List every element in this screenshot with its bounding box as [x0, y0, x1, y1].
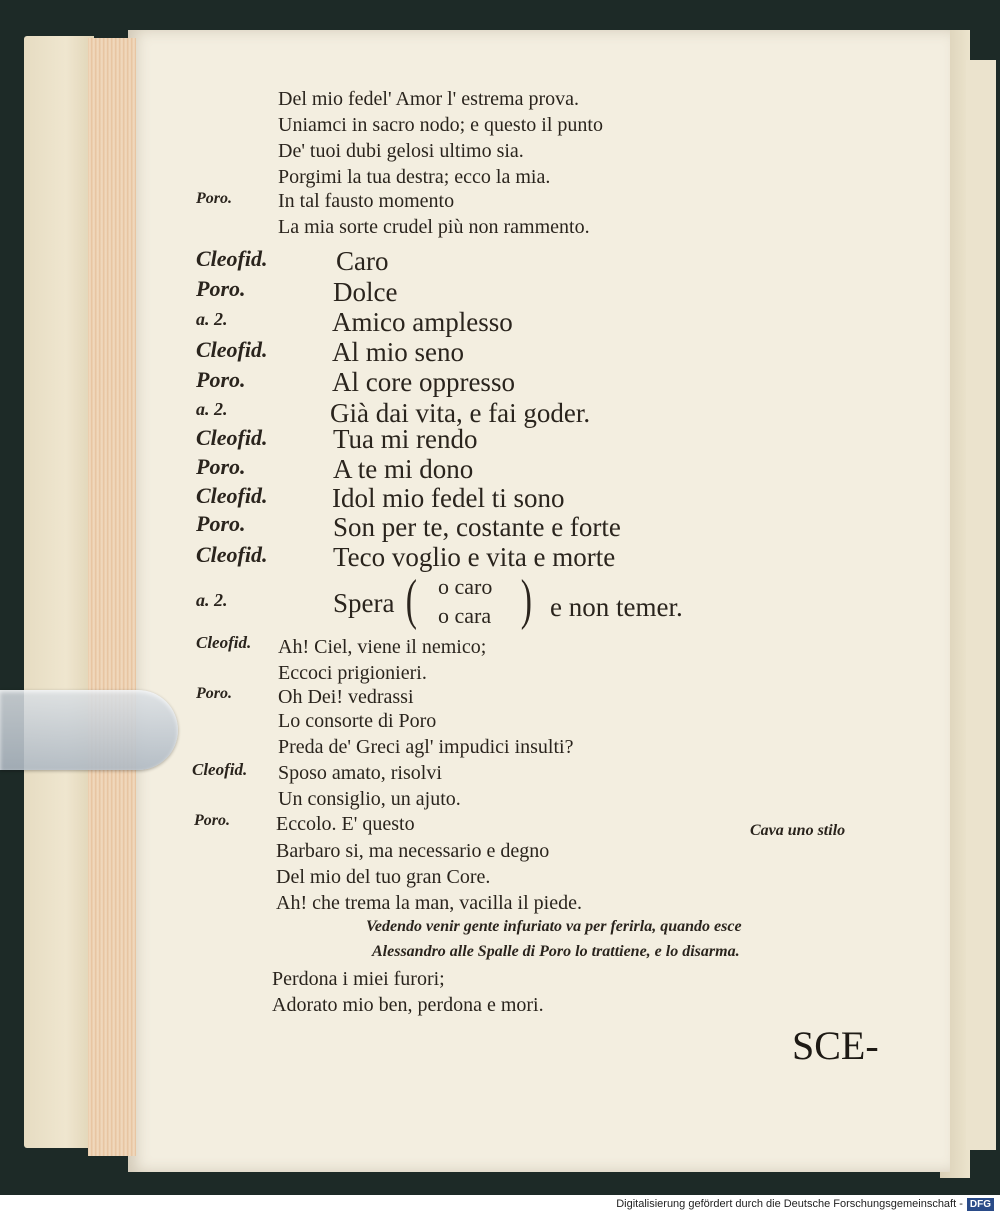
verse-line: Preda de' Greci agl' impudici insulti? [278, 736, 574, 758]
verse-line: Eccoci prigionieri. [278, 662, 427, 684]
duet-line-4: Al mio seno [332, 337, 464, 367]
duet-line-10: Son per te, costante e forte [333, 512, 621, 542]
footer-credit: Digitalisierung gefördert durch die Deutsche Forschungsgemeinschaft - [616, 1198, 963, 1210]
duet-line-3: Amico amplesso [332, 307, 513, 337]
duet-speaker-7: Cleofid. [196, 425, 268, 450]
speaker-label: Cleofid. [192, 760, 248, 779]
book-edge-left [24, 36, 94, 1148]
stage-direction-line-2: Alessandro alle Spalle di Poro lo trattiene, e lo disarma. [372, 943, 740, 960]
catchword: SCE- [792, 1023, 879, 1068]
speaker-label: Cleofid. [196, 633, 252, 652]
duet-speaker-1: Cleofid. [196, 246, 268, 271]
final-duet-option-2: o cara [438, 603, 492, 628]
verse-line: Del mio del tuo gran Core. [276, 866, 491, 888]
verse-line-2: Uniamci in sacro nodo; e questo il punto [278, 114, 603, 136]
verse-line: Sposo amato, risolvi [278, 762, 442, 784]
final-duet-option-1: o caro [438, 574, 493, 599]
final-duet-speaker: a. 2. [196, 590, 228, 610]
duet-line-7: Tua mi rendo [333, 424, 478, 454]
duet-speaker-8: Poro. [196, 454, 246, 479]
facing-page-edge [966, 60, 996, 1150]
stage-direction-side: Cava uno stilo [750, 822, 846, 839]
verse-line-3: De' tuoi dubi gelosi ultimo sia. [278, 140, 524, 162]
verse-line-4: Porgimi la tua destra; ecco la mia. [278, 166, 551, 188]
duet-line-2: Dolce [333, 277, 398, 307]
duet-speaker-10: Poro. [196, 511, 246, 536]
footer-bar [0, 1195, 1000, 1213]
duet-line-9: Idol mio fedel ti sono [332, 483, 565, 513]
stage-direction-line-1: Vedendo venir gente infuriato va per ferirla, quando esce [366, 918, 742, 935]
duet-speaker-5: Poro. [196, 367, 246, 392]
duet-speaker-3: a. 2. [196, 309, 228, 329]
speaker-label: Poro. [196, 190, 232, 207]
speaker-label: Poro. [194, 812, 230, 829]
duet-speaker-6: a. 2. [196, 399, 228, 419]
verse-line-5: In tal fausto momento [278, 190, 455, 212]
final-duet-rest: e non temer. [550, 592, 683, 622]
verse-line: Lo consorte di Poro [278, 710, 437, 732]
duet-line-1: Caro [336, 246, 389, 276]
left-parenthesis: ( [405, 569, 417, 631]
duet-line-6: Già dai vita, e fai goder. [330, 398, 591, 428]
duet-speaker-4: Cleofid. [196, 337, 268, 362]
verse-line: Ah! Ciel, viene il nemico; [278, 636, 487, 658]
verse-line: Oh Dei! vedrassi [278, 686, 414, 708]
verse-line: Adorato mio ben, perdona e mori. [272, 994, 544, 1016]
duet-speaker-2: Poro. [196, 276, 246, 301]
verse-line-6: La mia sorte crudel più non rammento. [278, 216, 590, 238]
verse-line: Eccolo. E' questo [276, 813, 415, 835]
duet-line-5: Al core oppresso [332, 367, 515, 397]
final-duet-spera: Spera [333, 588, 395, 618]
duet-speaker-9: Cleofid. [196, 483, 268, 508]
right-parenthesis: ) [520, 569, 532, 631]
speaker-label: Poro. [196, 685, 232, 702]
duet-line-11: Teco voglio e vita e morte [333, 542, 616, 572]
verse-line: Barbaro si, ma necessario e degno [276, 840, 550, 862]
verse-line-1: Del mio fedel' Amor l' estrema prova. [278, 88, 580, 110]
verse-line: Un consiglio, un ajuto. [278, 788, 461, 810]
bookmark-tab[interactable] [0, 690, 178, 770]
verse-line: Perdona i miei furori; [272, 968, 445, 990]
dfg-logo: DFG [967, 1198, 994, 1211]
page-stack-edges [88, 38, 136, 1156]
duet-line-8: A te mi dono [333, 454, 474, 484]
duet-speaker-11: Cleofid. [196, 542, 268, 567]
verse-line: Ah! che trema la man, vacilla il piede. [276, 892, 582, 914]
